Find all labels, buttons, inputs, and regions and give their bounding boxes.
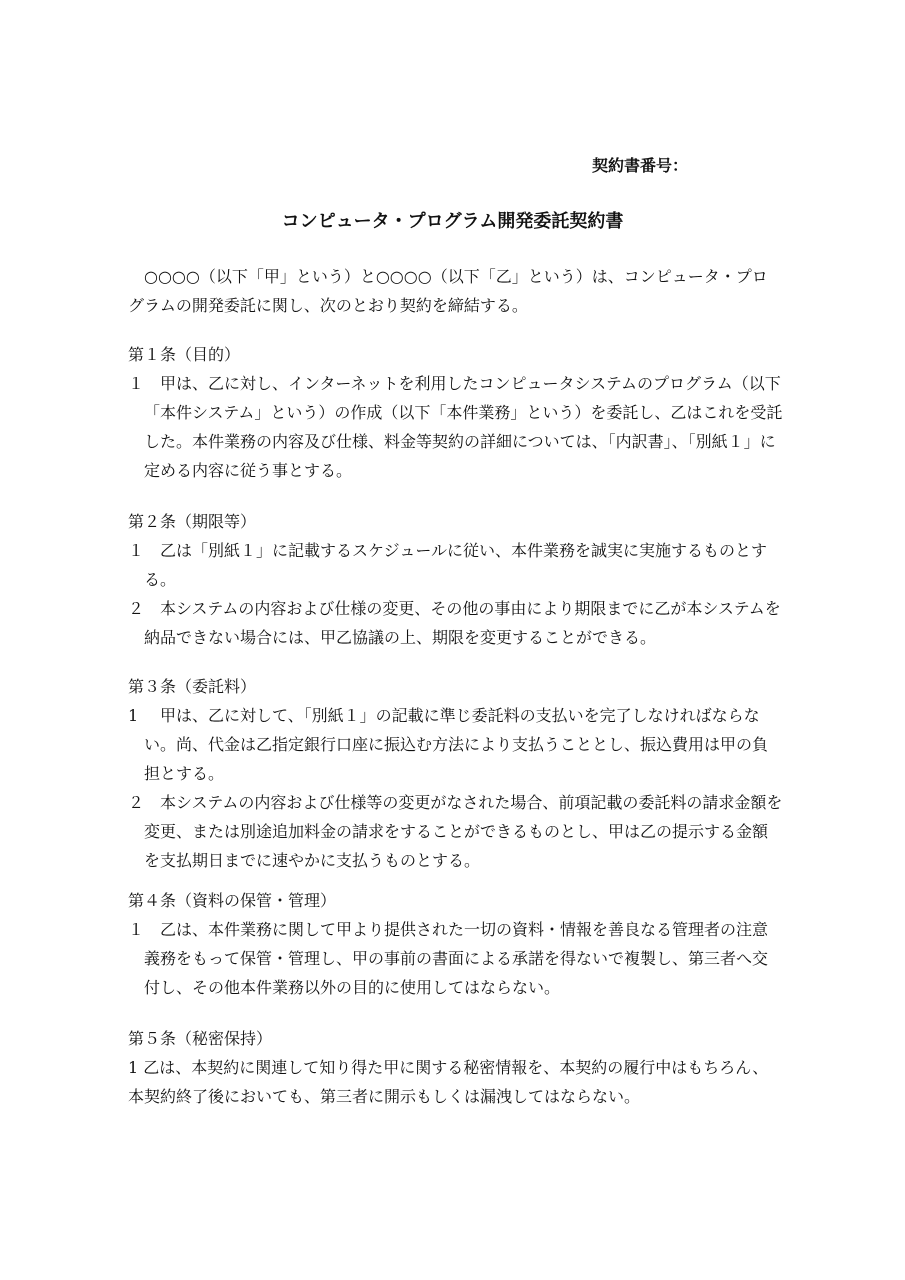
clause-text: 本システムの内容および仕様等の変更がなされた場合、前項記載の委託料の請求金額を変更、または別途追加料金の請求をすることができるものとし、甲は乙の提示する金額を支払期日までに速やかに支払うものとする。 [144, 793, 783, 870]
article-heading: 第３条（委託料） [128, 677, 257, 696]
article-heading: 第５条（秘密保持） [128, 1029, 273, 1048]
clause [128, 594, 783, 652]
clause-number: 1 [128, 1058, 139, 1077]
document-title: コンピュータ・プログラム開発委託契約書 [281, 211, 624, 232]
clause-number: 1 [128, 706, 139, 725]
clause-text: 本システムの内容および仕様の変更、その他の事由により期限までに乙が本システムを納品できない場合には、甲乙協議の上、期限を変更することができる。 [144, 599, 781, 647]
article-heading: 第１条（目的） [128, 345, 241, 364]
article-5 [128, 1024, 783, 1111]
article-heading: 第２条（期限等） [128, 512, 257, 531]
contract-number-label: 契約書番号： [592, 156, 689, 175]
clause [128, 1053, 783, 1111]
clause-number: １ [128, 374, 145, 393]
article-4 [128, 886, 783, 1002]
clause [128, 915, 783, 1002]
clause [128, 788, 783, 875]
clause-number: ２ [128, 793, 145, 812]
clause [128, 369, 783, 485]
clause-text: 乙は、本契約に関連して知り得た甲に関する秘密情報を、本契約の履行中はもちろん、本契約終了後においても、第三者に開示もしくは漏洩してはならない。 [128, 1058, 769, 1106]
clause [128, 701, 783, 788]
article-1 [128, 340, 783, 485]
article-2 [128, 507, 783, 652]
clause-number: １ [128, 920, 145, 939]
clause-text: 甲は、乙に対して、「別紙１」の記載に準じ委託料の支払いを完了しなければならない。尚、代金は乙指定銀行口座に振込む方法により支払うこととし、振込費用は甲の負担とする。 [144, 706, 769, 783]
clause-text: 甲は、乙に対し、インターネットを利用したコンピュータシステムのプログラム（以下「本件システム」という）の作成（以下「本件業務」という）を委託し、乙はこれを受託した。本件業務の内容及び仕様、料金等契約の詳細については、「内訳書」、「別紙１」に定める内容に従う事とする。 [144, 374, 783, 480]
intro-paragraph: ○○○○（以下「甲」という）と○○○○（以下「乙」という）は、コンピュータ・プログラムの開発委託に関し、次のとおり契約を締結する。 [128, 267, 768, 315]
clause-number: １ [128, 541, 145, 560]
article-3 [128, 672, 783, 875]
clause-number: ２ [128, 599, 145, 618]
clause-text: 乙は「別紙１」に記載するスケジュールに従い、本件業務を誠実に実施するものとする。 [144, 541, 768, 589]
clause [128, 536, 783, 594]
clause-text: 乙は、本件業務に関して甲より提供された一切の資料・情報を善良なる管理者の注意義務をもって保管・管理し、甲の事前の書面による承諾を得ないで複製し、第三者へ交付し、その他本件業務以外の目的に使用してはならない。 [144, 920, 769, 997]
article-heading: 第４条（資料の保管・管理） [128, 891, 337, 910]
